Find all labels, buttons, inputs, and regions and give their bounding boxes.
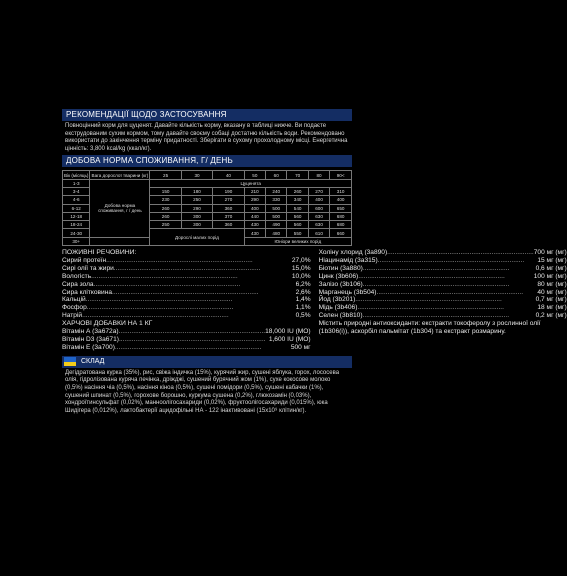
value-cell: 240 xyxy=(266,187,287,195)
antioxidants-text: Містить природні антиоксиданти: екстракти токоферолу з рослинної олії (1b306(i)), аскорбіл пальмітат (1b304) та екстракт розмарину. xyxy=(318,320,541,336)
item-value: 18 мг (мг) xyxy=(537,304,567,312)
item-value: 27,0% xyxy=(291,256,311,264)
value-cell: 540 xyxy=(287,204,308,212)
item-name: Йод (3b201) xyxy=(318,296,356,304)
dot-leader xyxy=(91,273,292,281)
dot-leader xyxy=(115,344,291,352)
item-value: 15 мг (мг) xyxy=(537,256,567,264)
dot-leader xyxy=(378,257,538,265)
value-cell: 550 xyxy=(287,229,308,237)
value-cell: 290 xyxy=(181,204,212,212)
small-breeds-note: Дорослі малих порід xyxy=(150,229,244,246)
value-cell: 260 xyxy=(150,212,181,220)
item-value: 0,7 мг (мг) xyxy=(535,296,567,304)
composition-text: Дегідратована курка (35%), рис, свіжа індичка (15%), курячий жир, сушені яблука, горох, лососева олія, гідролізована куряча печінка, дріжджі, сушений бурячний жом (1%), сухе кокосове молоко (0,5%) насіння чіа (0,5%), насіння кіноа (0,5%), сушені помідори (0,5%), сушені кабачки (1%), сушений шпинат (0,5%), горохове борошно, куркума сушена (0,2%), глюкозамін (0,03%), хондроїтинсульфат (0,02%), манноолігосахариди (0,02%), фруктоолігосахариди (0,015%), юка Шидігера (0,012%), лактобактерії ацидофільні НА - 122 інактивовані (15x10⁹ клітин/кг). xyxy=(65,369,340,414)
nutrition-columns xyxy=(62,249,567,352)
item-name: Вітамін Е (3а700) xyxy=(62,343,115,351)
value-cell: 360 xyxy=(213,221,244,229)
value-cell: 210 xyxy=(244,187,265,195)
value-cell: 300 xyxy=(181,221,212,229)
label-content xyxy=(62,109,567,417)
item-value: 1,600 IU (МО) xyxy=(268,336,311,344)
header-weight-value: 90< xyxy=(330,171,352,179)
item-name: Фосфор xyxy=(62,304,87,312)
item-name: Цинк (3b606) xyxy=(318,272,359,280)
puppies-label: Цуценята xyxy=(150,179,352,187)
dot-leader xyxy=(355,296,535,304)
item-name: Натрій xyxy=(62,312,83,320)
daily-norm-title: ДОБОВА НОРМА СПОЖИВАННЯ, Г/ ДЕНЬ xyxy=(62,155,352,167)
value-cell: 400 xyxy=(244,204,265,212)
age-cell: 18-24 xyxy=(63,221,90,229)
age-cell: 12-18 xyxy=(63,212,90,220)
item-value: 80 мг (мг) xyxy=(537,280,567,288)
value-cell: 190 xyxy=(213,187,244,195)
dot-leader xyxy=(114,265,292,273)
composition-title: СКЛАД xyxy=(81,358,105,366)
item-name: Залізо (3b106) xyxy=(318,280,363,288)
item-value: 40 мг (мг) xyxy=(537,288,567,296)
dot-leader xyxy=(82,312,295,320)
list-item xyxy=(62,312,311,320)
value-cell: 480 xyxy=(266,229,287,237)
dot-leader xyxy=(377,289,538,297)
item-value: 10,0% xyxy=(291,272,311,280)
value-cell: 560 xyxy=(287,221,308,229)
item-value: 2,6% xyxy=(295,288,311,296)
value-cell: 270 xyxy=(308,187,329,195)
recommendations-text: Повноцінний корм для цуценят. Давайте кількість корму, вказану в таблиці нижче. Ви подаєте екструдованим сухим кормом, тому давайте своєму собаці достатню кількість води. Рекомендовано використати до закінчення терміну придатності. Зберігати в сухому прохолодному місці. Енергетична цінність: 3,800 kcal/kg (ккал/кг). xyxy=(65,123,348,152)
list-item xyxy=(62,328,311,336)
header-age: Вік (місяць) xyxy=(64,172,89,178)
item-value: 1,1% xyxy=(295,304,311,312)
dot-leader xyxy=(119,328,266,336)
minerals-list xyxy=(319,249,567,320)
list-item xyxy=(62,296,311,304)
header-weight-value: 70 xyxy=(287,171,308,179)
list-item xyxy=(319,257,567,265)
value-cell: 490 xyxy=(266,221,287,229)
item-value: 500 мг xyxy=(290,343,311,351)
header-weight-value: 30 xyxy=(181,171,212,179)
value-cell: 330 xyxy=(266,196,287,204)
item-name: Сирі олії та жири xyxy=(62,264,114,272)
list-item xyxy=(62,304,311,312)
value-cell: 270 xyxy=(213,196,244,204)
list-item xyxy=(62,336,311,344)
composition-header xyxy=(62,356,352,368)
value-cell: 610 xyxy=(308,229,329,237)
dot-leader xyxy=(387,249,534,257)
age-cell: 3-4 xyxy=(63,187,90,195)
value-cell: 230 xyxy=(150,196,181,204)
item-value: 0,5% xyxy=(295,312,311,320)
item-name: Марганець (3b504) xyxy=(318,288,377,296)
nutrients-list xyxy=(62,257,311,320)
age-cell: 4-6 xyxy=(63,196,90,204)
value-cell: 440 xyxy=(244,212,265,220)
dot-leader xyxy=(363,265,536,273)
list-item xyxy=(62,289,311,297)
header-weight-value: 80 xyxy=(308,171,329,179)
age-cell: 24-30 xyxy=(63,229,90,237)
age-cell: 30+ xyxy=(63,237,90,245)
age-cell: 1-3 xyxy=(63,179,90,187)
item-value: 0,6 мг (мг) xyxy=(535,264,567,272)
large-breeds-note: Юніори великих порід xyxy=(244,237,351,245)
value-cell: 290 xyxy=(244,196,265,204)
item-name: Ніацинамід (3а315) xyxy=(318,256,378,264)
blank-cell xyxy=(90,237,150,245)
value-cell: 180 xyxy=(181,187,212,195)
value-cell: 650 xyxy=(330,204,352,212)
daily-norm-table xyxy=(62,170,352,246)
item-value: 15,0% xyxy=(291,264,311,272)
row-label: Добова норма споживання, г / день xyxy=(90,179,150,237)
dot-leader xyxy=(106,257,292,265)
item-name: Сира зола xyxy=(62,280,94,288)
nutrients-title: ПОЖИВНІ РЕЧОВИНИ: xyxy=(62,249,137,257)
list-item xyxy=(62,281,311,289)
list-item xyxy=(319,265,567,273)
value-cell: 500 xyxy=(266,204,287,212)
value-cell: 340 xyxy=(287,196,308,204)
list-item xyxy=(62,273,311,281)
list-item xyxy=(62,344,311,352)
value-cell: 500 xyxy=(266,212,287,220)
value-cell: 250 xyxy=(150,221,181,229)
value-cell: 400 xyxy=(330,196,352,204)
header-weight-value: 50 xyxy=(244,171,265,179)
value-cell: 430 xyxy=(244,221,265,229)
dot-leader xyxy=(119,336,269,344)
nutrients-column xyxy=(62,249,315,352)
list-item xyxy=(62,257,311,265)
header-weight-value: 40 xyxy=(213,171,244,179)
additives-list xyxy=(62,328,311,352)
value-cell: 430 xyxy=(244,229,265,237)
item-value: 700 мг (мг) xyxy=(533,249,567,257)
item-name: Вітамін А (3а672а) xyxy=(62,328,119,336)
dot-leader xyxy=(357,304,537,312)
list-item xyxy=(319,289,567,297)
item-value: 18,000 IU (МО) xyxy=(265,328,311,336)
header-weight-value: 25 xyxy=(150,171,181,179)
item-name: Сирий протеїн xyxy=(62,256,107,264)
item-value: 6,2% xyxy=(295,280,311,288)
item-name: Вітамін D3 (3а671) xyxy=(62,336,119,344)
item-value: 100 мг (мг) xyxy=(533,272,567,280)
dot-leader xyxy=(94,281,296,289)
ukraine-flag-icon xyxy=(64,357,76,366)
dot-leader xyxy=(86,296,296,304)
age-cell: 6-12 xyxy=(63,204,90,212)
value-cell: 370 xyxy=(213,212,244,220)
header-weight-value: 60 xyxy=(266,171,287,179)
table-header-row xyxy=(63,171,352,179)
value-cell: 250 xyxy=(181,196,212,204)
minerals-column xyxy=(315,249,567,352)
item-name: Селен (3b810) xyxy=(318,312,363,320)
value-cell: 360 xyxy=(213,204,244,212)
value-cell: 630 xyxy=(308,221,329,229)
value-cell: 630 xyxy=(308,212,329,220)
list-item xyxy=(319,281,567,289)
table-row xyxy=(63,179,352,187)
value-cell: 400 xyxy=(308,196,329,204)
value-cell: 300 xyxy=(181,212,212,220)
recommendations-title: РЕКОМЕНДАЦІЇ ЩОДО ЗАСТОСУВАННЯ xyxy=(62,109,352,121)
flag-yellow-stripe xyxy=(64,362,76,367)
dot-leader xyxy=(87,304,296,312)
list-item xyxy=(319,249,567,257)
value-cell: 680 xyxy=(330,212,352,220)
value-cell: 660 xyxy=(330,229,352,237)
item-name: Мідь (3b406) xyxy=(318,304,358,312)
list-item xyxy=(62,265,311,273)
value-cell: 260 xyxy=(150,204,181,212)
item-value: 1,4% xyxy=(295,296,311,304)
header-weight: Вага дорослої тварини (кг) xyxy=(91,172,149,178)
list-item xyxy=(319,304,567,312)
value-cell: 600 xyxy=(308,204,329,212)
dot-leader xyxy=(363,281,538,289)
item-name: Біотин (3а880) xyxy=(318,264,363,272)
dot-leader xyxy=(112,289,296,297)
value-cell: 150 xyxy=(150,187,181,195)
value-cell: 560 xyxy=(287,212,308,220)
item-name: Сира клітковина xyxy=(62,288,113,296)
value-cell: 680 xyxy=(330,221,352,229)
item-name: Кальцій xyxy=(62,296,86,304)
dot-leader xyxy=(358,273,533,281)
item-name: Вологість xyxy=(62,272,92,280)
item-value: 0,2 мг (мг) xyxy=(535,312,567,320)
value-cell: 310 xyxy=(330,187,352,195)
list-item xyxy=(319,273,567,281)
item-name: Холіну хлорид (3а890) xyxy=(318,249,388,257)
additives-title: ХАРЧОВІ ДОБАВКИ НА 1 КГ xyxy=(62,320,153,328)
value-cell: 260 xyxy=(287,187,308,195)
